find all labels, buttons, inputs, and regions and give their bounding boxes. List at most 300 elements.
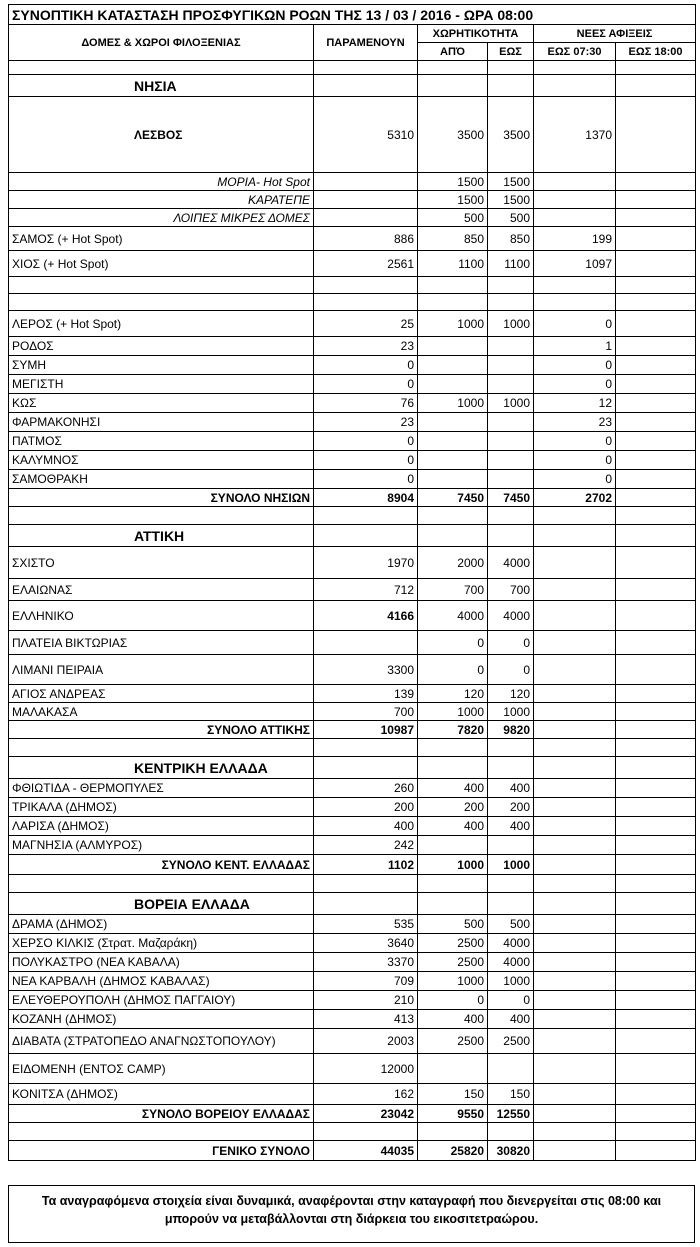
facility-name: ΣΥΜΗ (9, 356, 314, 375)
arrivals-0730-value (534, 836, 616, 855)
facility-name: ΦΑΡΜΑΚΟΝΗΣΙ (9, 413, 314, 432)
capacity-to-value: 1000 (488, 972, 534, 991)
table-row (9, 601, 696, 631)
capacity-to-value: 1000 (488, 394, 534, 413)
capacity-to-value (488, 356, 534, 375)
remaining-value: 23 (314, 413, 418, 432)
arrivals-0730-value (534, 1141, 616, 1161)
capacity-to-value: 400 (488, 817, 534, 836)
facility-name: ΕΙΔΟΜΕΝΗ (ΕΝΤΟΣ CAMP) (9, 1054, 314, 1084)
capacity-to-value: 1000 (488, 703, 534, 721)
capacity-to-value: 0 (488, 991, 534, 1010)
table-row (9, 470, 696, 489)
remaining-value (314, 209, 418, 227)
empty-cell (418, 507, 488, 525)
capacity-to-value: 1500 (488, 173, 534, 191)
facility-name: ΦΘΙΩΤΙΔΑ - ΘΕΡΜΟΠΥΛΕΣ (9, 779, 314, 798)
remaining-value: 10987 (314, 721, 418, 739)
arrivals-0730-value (534, 173, 616, 191)
capacity-to-value (488, 836, 534, 855)
empty-cell (314, 75, 418, 97)
remaining-value: 162 (314, 1084, 418, 1105)
table-row (9, 703, 696, 721)
table-row (9, 1010, 696, 1029)
arrivals-1800-value (616, 703, 696, 721)
remaining-value: 210 (314, 991, 418, 1010)
section-title: ΝΗΣΙΑ (9, 75, 314, 97)
arrivals-0730-value (534, 934, 616, 953)
table-row (9, 991, 696, 1010)
empty-cell (616, 277, 696, 294)
empty-cell (616, 507, 696, 525)
empty-cell (314, 757, 418, 779)
empty-cell (9, 875, 314, 893)
header-capacity: ΧΩΡΗΤΙΚΟΤΗΤΑ (418, 25, 534, 43)
capacity-from-value: 400 (418, 1010, 488, 1029)
capacity-to-value (488, 470, 534, 489)
facility-name: ΡΟΔΟΣ (9, 337, 314, 356)
empty-cell (616, 739, 696, 757)
arrivals-1800-value (616, 1084, 696, 1105)
empty-cell (314, 294, 418, 311)
total-row (9, 489, 696, 507)
capacity-from-value (418, 356, 488, 375)
arrivals-0730-value (534, 855, 616, 875)
capacity-from-value: 400 (418, 779, 488, 798)
arrivals-1800-value (616, 1054, 696, 1084)
capacity-to-value: 7450 (488, 489, 534, 507)
capacity-from-value: 200 (418, 798, 488, 817)
arrivals-1800-value (616, 1141, 696, 1161)
header-arrivals-0730: ΕΩΣ 07:30 (534, 43, 616, 61)
arrivals-0730-value: 0 (534, 432, 616, 451)
empty-cell (488, 875, 534, 893)
capacity-to-value (488, 375, 534, 394)
facility-name: ΠΟΛΥΚΑΣΤΡΟ (ΝΕΑ ΚΑΒΑΛΑ) (9, 953, 314, 972)
remaining-value: 2003 (314, 1029, 418, 1054)
empty-cell (314, 277, 418, 294)
arrivals-1800-value (616, 356, 696, 375)
capacity-from-value: 7450 (418, 489, 488, 507)
remaining-value: 709 (314, 972, 418, 991)
empty-cell (314, 507, 418, 525)
capacity-from-value: 2500 (418, 934, 488, 953)
capacity-from-value: 4000 (418, 601, 488, 631)
table-row (9, 209, 696, 227)
arrivals-0730-value: 1 (534, 337, 616, 356)
facility-name: ΜΑΛΑΚΑΣΑ (9, 703, 314, 721)
remaining-value: 3640 (314, 934, 418, 953)
arrivals-1800-value (616, 798, 696, 817)
capacity-to-value: 850 (488, 227, 534, 251)
empty-cell (488, 757, 534, 779)
arrivals-0730-value: 1097 (534, 251, 616, 277)
remaining-value: 44035 (314, 1141, 418, 1161)
remaining-value: 413 (314, 1010, 418, 1029)
table-row (9, 953, 696, 972)
arrivals-1800-value (616, 97, 696, 173)
facility-name: ΜΕΓΙΣΤΗ (9, 375, 314, 394)
arrivals-0730-value (534, 915, 616, 934)
arrivals-1800-value (616, 953, 696, 972)
empty-cell (488, 893, 534, 915)
blank-row (9, 61, 696, 75)
capacity-to-value: 1500 (488, 191, 534, 209)
arrivals-1800-value (616, 470, 696, 489)
empty-cell (314, 739, 418, 757)
capacity-from-value: 1000 (418, 394, 488, 413)
facility-name: ΔΙΑΒΑΤΑ (ΣΤΡΑΤΟΠΕΔΟ ΑΝΑΓΝΩΣΤΟΠΟΥΛΟΥ) (9, 1029, 314, 1054)
table-row (9, 227, 696, 251)
facility-name: ΕΛΛΗΝΙΚΟ (9, 601, 314, 631)
arrivals-0730-value (534, 798, 616, 817)
capacity-from-value (418, 337, 488, 356)
arrivals-0730-value (534, 1084, 616, 1105)
empty-cell (9, 507, 314, 525)
capacity-to-value: 4000 (488, 601, 534, 631)
remaining-value: 23042 (314, 1105, 418, 1123)
arrivals-1800-value (616, 836, 696, 855)
table-row (9, 547, 696, 579)
remaining-value: 700 (314, 703, 418, 721)
table-row (9, 394, 696, 413)
capacity-from-value: 2000 (418, 547, 488, 579)
facility-name: ΑΓΙΟΣ ΑΝΔΡΕΑΣ (9, 685, 314, 703)
empty-cell (616, 893, 696, 915)
total-row (9, 1105, 696, 1123)
table-row (9, 779, 696, 798)
arrivals-1800-value (616, 1010, 696, 1029)
empty-cell (488, 739, 534, 757)
arrivals-1800-value (616, 579, 696, 601)
report-sheet (8, 4, 695, 1161)
capacity-to-value: 1100 (488, 251, 534, 277)
header-remaining: ΠΑΡΑΜΕΝΟΥΝ (314, 25, 418, 61)
arrivals-0730-value: 23 (534, 413, 616, 432)
table-row (9, 579, 696, 601)
arrivals-0730-value: 0 (534, 356, 616, 375)
empty-cell (9, 739, 314, 757)
table-row (9, 432, 696, 451)
facility-name: ΚΩΣ (9, 394, 314, 413)
remaining-value: 1102 (314, 855, 418, 875)
arrivals-1800-value (616, 631, 696, 655)
arrivals-0730-value (534, 601, 616, 631)
header-facilities: ΔΟΜΕΣ & ΧΩΡΟΙ ΦΙΛΟΞΕΝΙΑΣ (9, 25, 314, 61)
empty-cell (616, 1123, 696, 1141)
table-row (9, 337, 696, 356)
arrivals-0730-value (534, 991, 616, 1010)
arrivals-0730-value: 199 (534, 227, 616, 251)
table-row (9, 798, 696, 817)
table-row (9, 685, 696, 703)
blank-row (9, 875, 696, 893)
empty-cell (488, 75, 534, 97)
empty-cell (418, 525, 488, 547)
header-capacity-from: ΑΠΌ (418, 43, 488, 61)
empty-cell (534, 61, 616, 75)
empty-cell (418, 75, 488, 97)
remaining-value: 0 (314, 356, 418, 375)
footnote-line-2: μπορούν να μεταβάλλονται στη διάρκεια του εικοσιτετραώρου. (164, 1212, 539, 1226)
table-row (9, 934, 696, 953)
arrivals-1800-value (616, 227, 696, 251)
capacity-from-value: 150 (418, 1084, 488, 1105)
facility-name: ΛΑΡΙΣΑ (ΔΗΜΟΣ) (9, 817, 314, 836)
empty-cell (534, 277, 616, 294)
facility-name: ΣΑΜΟΘΡΑΚΗ (9, 470, 314, 489)
empty-cell (534, 1123, 616, 1141)
empty-cell (418, 757, 488, 779)
remaining-value: 23 (314, 337, 418, 356)
facility-name: ΛΙΜΑΝΙ ΠΕΙΡΑΙΑ (9, 655, 314, 685)
remaining-value: 3300 (314, 655, 418, 685)
capacity-to-value (488, 432, 534, 451)
capacity-from-value: 1100 (418, 251, 488, 277)
empty-cell (418, 277, 488, 294)
table-row (9, 413, 696, 432)
section-title: ΚΕΝΤΡΙΚΗ ΕΛΛΑΔΑ (9, 757, 314, 779)
remaining-value: 0 (314, 451, 418, 470)
facility-name: ΣΑΜΟΣ (+ Hot Spot) (9, 227, 314, 251)
facility-name: ΣΥΝΟΛΟ ΚΕΝΤ. ΕΛΛΑΔΑΣ (9, 855, 314, 875)
arrivals-0730-value: 2702 (534, 489, 616, 507)
capacity-to-value: 400 (488, 1010, 534, 1029)
remaining-value: 260 (314, 779, 418, 798)
empty-cell (616, 75, 696, 97)
facility-name: ΣΥΝΟΛΟ ΝΗΣΙΩΝ (9, 489, 314, 507)
arrivals-1800-value (616, 337, 696, 356)
arrivals-0730-value (534, 703, 616, 721)
facility-name: ΜΟΡΙΑ- Hot Spot (9, 173, 314, 191)
facility-name: ΕΛΕΥΘΕΡΟΥΠΟΛΗ (ΔΗΜΟΣ ΠΑΓΓΑΙΟΥ) (9, 991, 314, 1010)
empty-cell (534, 739, 616, 757)
arrivals-0730-value (534, 579, 616, 601)
capacity-to-value: 0 (488, 631, 534, 655)
table-row (9, 1084, 696, 1105)
empty-cell (616, 757, 696, 779)
table-row (9, 311, 696, 337)
remaining-value: 1970 (314, 547, 418, 579)
arrivals-1800-value (616, 721, 696, 739)
table-row (9, 915, 696, 934)
capacity-to-value: 1000 (488, 855, 534, 875)
remaining-value: 8904 (314, 489, 418, 507)
arrivals-1800-value (616, 855, 696, 875)
facility-name: ΝΕΑ ΚΑΡΒΑΛΗ (ΔΗΜΟΣ ΚΑΒΑΛΑΣ) (9, 972, 314, 991)
footnote-line-1: Τα αναγραφόμενα στοιχεία είναι δυναμικά, αναφέρονται στην καταγραφή που διενεργείται στις 08:00 και (41, 1194, 662, 1208)
empty-cell (314, 893, 418, 915)
capacity-to-value: 0 (488, 655, 534, 685)
table-row (9, 356, 696, 375)
arrivals-0730-value (534, 779, 616, 798)
table-row (9, 375, 696, 394)
arrivals-0730-value (534, 1010, 616, 1029)
arrivals-0730-value (534, 972, 616, 991)
capacity-to-value: 2500 (488, 1029, 534, 1054)
report-title: ΣΥΝΟΠΤΙΚΗ ΚΑΤΑΣΤΑΣΗ ΠΡΟΣΦΥΓΙΚΩΝ ΡΟΩΝ ΤΗΣ 13 / 03 / 2016 - ΩΡΑ 08:00 (9, 5, 696, 25)
arrivals-1800-value (616, 375, 696, 394)
empty-cell (534, 875, 616, 893)
empty-cell (534, 75, 616, 97)
arrivals-0730-value (534, 953, 616, 972)
empty-cell (314, 525, 418, 547)
blank-row (9, 739, 696, 757)
empty-cell (534, 893, 616, 915)
header-new-arrivals: ΝΕΕΣ ΑΦΙΞΕΙΣ (534, 25, 696, 43)
arrivals-1800-value (616, 547, 696, 579)
section-row (9, 525, 696, 547)
header-capacity-to: ΕΩΣ (488, 43, 534, 61)
arrivals-1800-value (616, 432, 696, 451)
facility-name: ΣΥΝΟΛΟ ΒΟΡΕΙΟΥ ΕΛΛΑΔΑΣ (9, 1105, 314, 1123)
arrivals-0730-value (534, 191, 616, 209)
facility-name: ΔΡΑΜΑ (ΔΗΜΟΣ) (9, 915, 314, 934)
facility-name: ΧΕΡΣΟ ΚΙΛΚΙΣ (Στρατ. Μαζαράκη) (9, 934, 314, 953)
capacity-from-value (418, 836, 488, 855)
table-row (9, 1029, 696, 1054)
capacity-from-value: 500 (418, 209, 488, 227)
section-row (9, 75, 696, 97)
capacity-from-value: 1000 (418, 311, 488, 337)
total-row (9, 721, 696, 739)
empty-cell (9, 61, 314, 75)
remaining-value: 25 (314, 311, 418, 337)
empty-cell (534, 757, 616, 779)
arrivals-1800-value (616, 685, 696, 703)
table-row (9, 97, 696, 173)
capacity-to-value: 120 (488, 685, 534, 703)
arrivals-0730-value: 0 (534, 375, 616, 394)
table-row (9, 655, 696, 685)
capacity-to-value: 4000 (488, 934, 534, 953)
empty-cell (418, 1123, 488, 1141)
capacity-from-value: 25820 (418, 1141, 488, 1161)
section-row (9, 893, 696, 915)
section-title: ΑΤΤΙΚΗ (9, 525, 314, 547)
capacity-from-value: 2500 (418, 1029, 488, 1054)
empty-cell (314, 875, 418, 893)
remaining-value: 12000 (314, 1054, 418, 1084)
arrivals-1800-value (616, 915, 696, 934)
arrivals-0730-value (534, 1054, 616, 1084)
capacity-from-value: 1000 (418, 972, 488, 991)
facility-name: ΠΑΤΜΟΣ (9, 432, 314, 451)
arrivals-0730-value (534, 817, 616, 836)
capacity-from-value: 500 (418, 915, 488, 934)
capacity-from-value: 0 (418, 991, 488, 1010)
arrivals-1800-value (616, 413, 696, 432)
remaining-value (314, 173, 418, 191)
remaining-value: 0 (314, 432, 418, 451)
capacity-from-value (418, 470, 488, 489)
header-arrivals-1800: ΕΩΣ 18:00 (616, 43, 696, 61)
capacity-from-value: 400 (418, 817, 488, 836)
arrivals-0730-value: 0 (534, 311, 616, 337)
empty-cell (9, 294, 314, 311)
table-row (9, 631, 696, 655)
footnote (8, 1185, 695, 1243)
empty-cell (616, 525, 696, 547)
arrivals-0730-value: 0 (534, 451, 616, 470)
facility-name: ΤΡΙΚΑΛΑ (ΔΗΜΟΣ) (9, 798, 314, 817)
empty-cell (616, 61, 696, 75)
capacity-to-value: 1000 (488, 311, 534, 337)
table-body (9, 61, 696, 1161)
capacity-from-value: 1000 (418, 855, 488, 875)
empty-cell (488, 277, 534, 294)
remaining-value: 3370 (314, 953, 418, 972)
facility-name: ΛΟΙΠΕΣ ΜΙΚΡΕΣ ΔΟΜΕΣ (9, 209, 314, 227)
capacity-to-value: 150 (488, 1084, 534, 1105)
section-row (9, 757, 696, 779)
capacity-from-value (418, 432, 488, 451)
capacity-from-value: 850 (418, 227, 488, 251)
empty-cell (488, 525, 534, 547)
remaining-value (314, 631, 418, 655)
total-row (9, 855, 696, 875)
empty-cell (418, 61, 488, 75)
empty-cell (418, 875, 488, 893)
arrivals-1800-value (616, 601, 696, 631)
facility-name: ΛΕΡΟΣ (+ Hot Spot) (9, 311, 314, 337)
empty-cell (314, 1123, 418, 1141)
empty-cell (534, 525, 616, 547)
facility-name: ΓΕΝΙΚΟ ΣΥΝΟΛΟ (9, 1141, 314, 1161)
arrivals-1800-value (616, 209, 696, 227)
capacity-from-value: 3500 (418, 97, 488, 173)
empty-cell (418, 294, 488, 311)
remaining-value: 535 (314, 915, 418, 934)
arrivals-0730-value (534, 721, 616, 739)
arrivals-1800-value (616, 779, 696, 798)
table-row (9, 817, 696, 836)
arrivals-0730-value: 12 (534, 394, 616, 413)
arrivals-0730-value (534, 685, 616, 703)
empty-cell (616, 294, 696, 311)
arrivals-1800-value (616, 1029, 696, 1054)
arrivals-0730-value (534, 631, 616, 655)
facility-name: ΕΛΑΙΩΝΑΣ (9, 579, 314, 601)
facility-name: ΚΟΖΑΝΗ (ΔΗΜΟΣ) (9, 1010, 314, 1029)
capacity-to-value: 9820 (488, 721, 534, 739)
empty-cell (488, 507, 534, 525)
capacity-from-value: 7820 (418, 721, 488, 739)
capacity-from-value (418, 451, 488, 470)
blank-row (9, 277, 696, 294)
remaining-value: 886 (314, 227, 418, 251)
capacity-from-value: 1000 (418, 703, 488, 721)
empty-cell (418, 739, 488, 757)
table-row (9, 173, 696, 191)
empty-cell (534, 507, 616, 525)
arrivals-1800-value (616, 489, 696, 507)
arrivals-1800-value (616, 451, 696, 470)
empty-cell (488, 1123, 534, 1141)
empty-cell (9, 277, 314, 294)
table-row (9, 1054, 696, 1084)
empty-cell (488, 61, 534, 75)
blank-row (9, 507, 696, 525)
capacity-from-value (418, 375, 488, 394)
facility-name: ΣΥΝΟΛΟ ΑΤΤΙΚΗΣ (9, 721, 314, 739)
refugee-flows-table (8, 4, 696, 1161)
capacity-to-value (488, 451, 534, 470)
arrivals-0730-value (534, 1105, 616, 1123)
table-row (9, 836, 696, 855)
capacity-from-value: 9550 (418, 1105, 488, 1123)
capacity-from-value: 1500 (418, 173, 488, 191)
